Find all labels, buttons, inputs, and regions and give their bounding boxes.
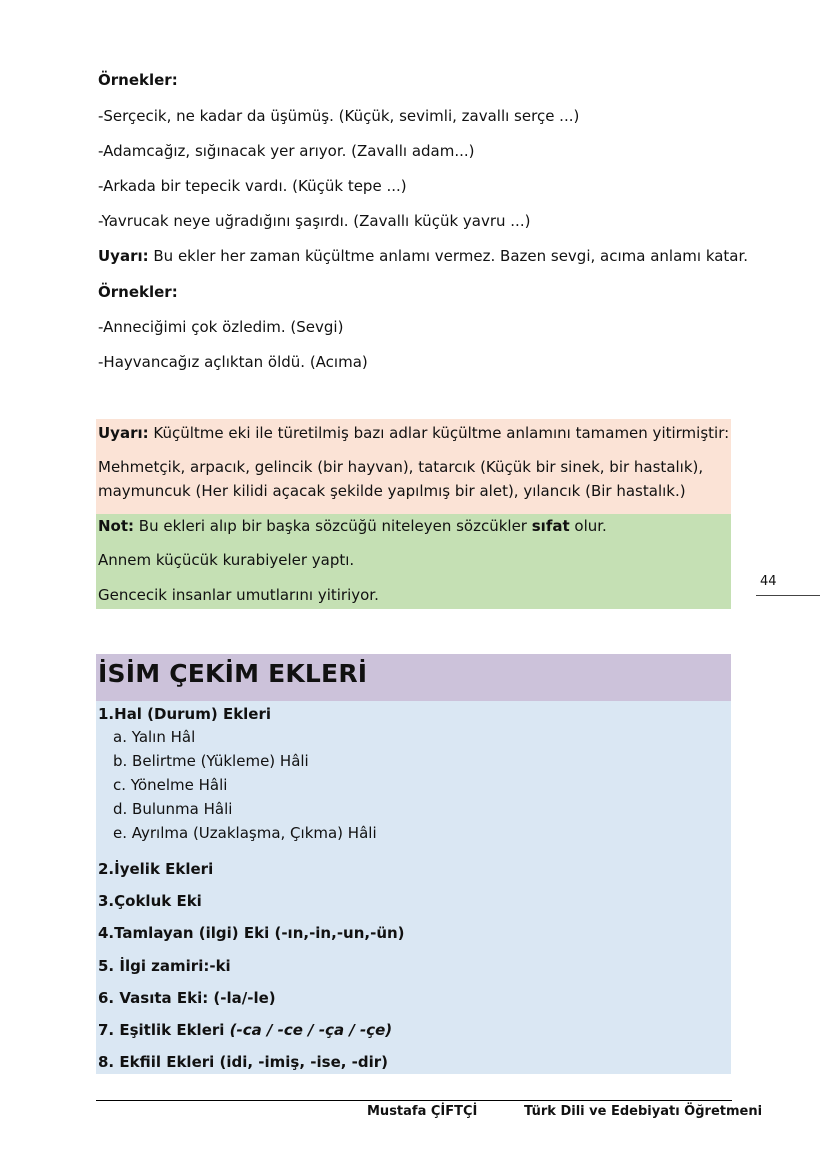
warning-box-line [98,424,729,442]
warning-label: Uyarı: [98,247,149,265]
note-label: Not: [98,517,135,535]
list-item: 6. Vasıta Eki: (-la/-le) [98,989,276,1007]
example-line: -Yavrucak neye uğradığını şaşırdı. (Zavallı küçük yavru ...) [98,212,531,230]
example-line: -Anneciğimi çok özledim. (Sevgi) [98,318,344,336]
list-item-suffixes: (-ca / -ce / -ça / -çe) [229,1021,393,1039]
warning-examples-line: maymuncuk (Her kilidi açacak şekilde yapılmış bir alet), yılancık (Bir hastalık.) [98,482,686,500]
note-example: Gencecik insanlar umutlarını yitiriyor. [98,586,379,604]
example-line: -Adamcağız, sığınacak yer arıyor. (Zavallı adam...) [98,142,475,160]
sub-list-item: a. Yalın Hâl [113,728,196,746]
sub-list-item: b. Belirtme (Yükleme) Hâli [113,752,309,770]
example-line: -Arkada bir tepecik vardı. (Küçük tepe ...) [98,177,407,195]
sub-list-item: e. Ayrılma (Uzaklaşma, Çıkma) Hâli [113,824,377,842]
page-number-rule [756,595,820,596]
note-text: Bu ekleri alıp bir başka sözcüğü niteleyen sözcükler [134,517,532,535]
list-item [98,1021,392,1039]
sub-list-item: d. Bulunma Hâli [113,800,233,818]
footer-role: Türk Dili ve Edebiyatı Öğretmeni [524,1104,763,1119]
list-item: 5. İlgi zamiri:-ki [98,957,231,975]
section-title: İSİM ÇEKİM EKLERİ [98,659,368,688]
examples-heading: Örnekler: [98,283,178,301]
warning-line [98,247,748,265]
example-line: -Hayvancağız açlıktan öldü. (Acıma) [98,353,368,371]
list-item: 4.Tamlayan (ilgi) Eki (-ın,-in,-un,-ün) [98,924,405,942]
note-example: Annem küçücük kurabiyeler yaptı. [98,551,355,569]
warning-examples-line: Mehmetçik, arpacık, gelincik (bir hayvan), tatarcık (Küçük bir sinek, bir hastalık), [98,458,704,476]
footer-rule [96,1100,732,1101]
list-item: 3.Çokluk Eki [98,892,202,910]
list-item: 1.Hal (Durum) Ekleri [98,705,272,723]
example-line: -Serçecik, ne kadar da üşümüş. (Küçük, sevimli, zavallı serçe ...) [98,107,580,125]
page-number: 44 [760,574,777,589]
note-line [98,517,607,535]
note-text-end: olur. [569,517,607,535]
footer-author: Mustafa ÇİFTÇİ [367,1104,478,1119]
list-item: 8. Ekfiil Ekleri (idi, -imiş, -ise, -dir) [98,1053,389,1071]
warning-text: Küçültme eki ile türetilmiş bazı adlar küçültme anlamını tamamen yitirmiştir: [148,424,730,442]
note-bold-word: sıfat [531,517,570,535]
sub-list-item: c. Yönelme Hâli [113,776,228,794]
list-item-label: 7. Eşitlik Ekleri [98,1021,230,1039]
examples-heading: Örnekler: [98,71,178,89]
warning-label: Uyarı: [98,424,149,442]
warning-text: Bu ekler her zaman küçültme anlamı vermez. Bazen sevgi, acıma anlamı katar. [148,247,749,265]
list-item: 2.İyelik Ekleri [98,860,214,878]
